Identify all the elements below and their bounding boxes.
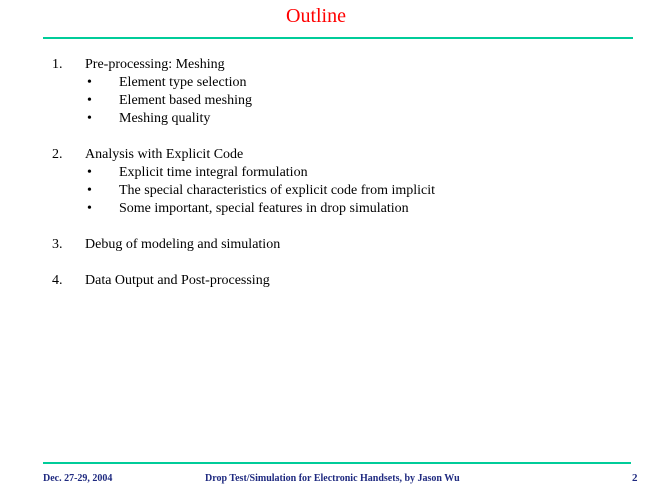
bullet-icon: • xyxy=(87,111,92,126)
outline-list xyxy=(52,56,612,290)
outline-item-1 xyxy=(52,56,612,74)
outline-item-3 xyxy=(52,236,612,254)
bullet-icon: • xyxy=(87,75,92,90)
item-text: Debug of modeling and simulation xyxy=(85,237,281,252)
sub-item-text: Some important, special features in drop simulation xyxy=(119,201,409,216)
bullet-icon: • xyxy=(87,165,92,180)
sub-item-text: Meshing quality xyxy=(119,111,211,126)
item-text: Data Output and Post-processing xyxy=(85,273,270,288)
item-number: 3. xyxy=(52,237,63,252)
page-number: 2 xyxy=(632,472,638,484)
outline-item-4 xyxy=(52,272,612,290)
sub-item xyxy=(52,200,612,218)
sub-item xyxy=(52,110,612,128)
spacer xyxy=(52,218,612,236)
sub-item xyxy=(52,182,612,200)
spacer xyxy=(52,128,612,146)
item-text: Analysis with Explicit Code xyxy=(85,147,244,162)
bottom-divider xyxy=(43,462,631,464)
item-text: Pre-processing: Meshing xyxy=(85,57,225,72)
bullet-icon: • xyxy=(87,201,92,216)
item-number: 1. xyxy=(52,57,63,72)
footer-date: Dec. 27-29, 2004 xyxy=(43,473,113,484)
sub-item-text: Element based meshing xyxy=(119,93,252,108)
sub-item-text: Element type selection xyxy=(119,75,247,90)
bullet-icon: • xyxy=(87,93,92,108)
sub-item xyxy=(52,74,612,92)
item-number: 4. xyxy=(52,273,63,288)
outline-item-2 xyxy=(52,146,612,164)
sub-item-text: The special characteristics of explicit code from implicit xyxy=(119,183,436,198)
spacer xyxy=(52,254,612,272)
sub-item-text: Explicit time integral formulation xyxy=(119,165,308,180)
sub-item xyxy=(52,164,612,182)
item-number: 2. xyxy=(52,147,63,162)
sub-item xyxy=(52,92,612,110)
top-divider xyxy=(43,37,633,39)
slide-title: Outline xyxy=(286,5,346,27)
bullet-icon: • xyxy=(87,183,92,198)
footer-title: Drop Test/Simulation for Electronic Handsets, by Jason Wu xyxy=(205,473,460,484)
